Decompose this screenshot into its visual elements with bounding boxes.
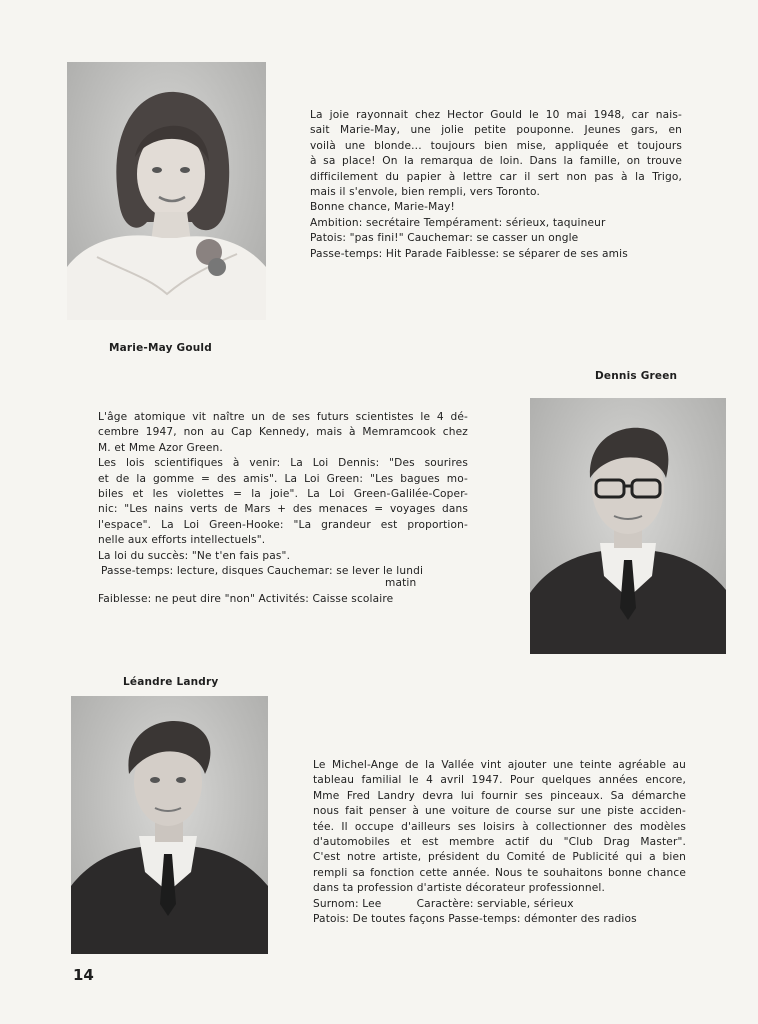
bio-line: Surnom: Lee Caractère: serviable, sérieux [313, 897, 574, 910]
bio-line: Patois: De toutes façons Passe-temps: démonter des radios [313, 913, 637, 926]
caption-marie-may-gould: Marie-May Gould [109, 342, 212, 354]
bio-line: tée. Il occupe d'ailleurs ses loisirs à collectionner des modèles [313, 820, 686, 833]
bio-line: Le Michel-Ange de la Vallée vint ajouter une teinte agréable au [313, 759, 686, 771]
bio-line: mais il s'envole, bien rempli, vers Toronto. [310, 186, 540, 199]
bio-line: Bonne chance, Marie-May! [310, 201, 455, 214]
portrait-marie-may-gould [67, 62, 266, 320]
bio-line: Passe-temps: lecture, disques Cauchemar: se lever le lundi [101, 565, 424, 578]
bio-line: La loi du succès: "Ne t'en fais pas". [98, 549, 291, 562]
bio-line: cembre 1947, non au Cap Kennedy, mais à Memramcook chez [98, 426, 468, 439]
bio-line: et de la gomme = des amis". La Loi Green: "Les bagues mo- [98, 472, 468, 485]
bio-line: M. et Mme Azor Green. [98, 441, 223, 454]
bio-line: matin [385, 577, 417, 590]
bio-line: difficilement du papier à lettre car il sert non pas à la Trigo, [310, 170, 682, 183]
bio-line: dans ta profession d'artiste décorateur professionnel. [313, 882, 605, 895]
bio-line: sait Marie-May, une jolie petite pouponne. Jeunes gars, en [310, 124, 682, 137]
bio-line: La joie rayonnait chez Hector Gould le 10 mai 1948, car nais- [310, 109, 682, 121]
bio-line: Les lois scientifiques à venir: La Loi Dennis: "Des sourires [98, 457, 468, 470]
bio-line: voilà une blonde... toujours bien mise, appliquée et toujours [310, 139, 682, 152]
bio-line: à sa place! On la remarqua de loin. Dans la famille, on trouve [310, 155, 682, 168]
caption-leandre-landry: Léandre Landry [123, 676, 219, 688]
page-number: 14 [73, 966, 94, 984]
caption-dennis-green: Dennis Green [595, 370, 678, 382]
bio-line: Mme Fred Landry devra lui fournir ses pinceaux. Sa démarche [313, 789, 686, 802]
bio-line: tableau familial le 4 avril 1947. Pour quelques années encore, [313, 774, 686, 787]
bio-line: rempli sa fonction cette année. Nous te souhaitons bonne chance [313, 866, 686, 879]
bio-line: nous fait penser à une voiture de course sur une piste acciden- [313, 805, 686, 818]
bio-line: Patois: "pas fini!" Cauchemar: se casser un ongle [310, 232, 579, 245]
bio-line: nelle aux efforts intellectuels". [98, 534, 266, 547]
bio-line: d'automobiles et est membre actif du "Club Drag Master". [313, 836, 686, 849]
bio-line: Passe-temps: Hit Parade Faiblesse: se séparer de ses amis [310, 247, 628, 260]
bio-line: L'âge atomique vit naître un de ses futurs scientistes le 4 dé- [98, 411, 468, 423]
portrait-leandre-landry [71, 696, 268, 954]
bio-line: Faiblesse: ne peut dire "non" Activités: Caisse scolaire [98, 592, 394, 605]
bio-line: Ambition: secrétaire Tempérament: sérieux, taquineur [310, 216, 606, 229]
bio-line: l'espace". La Loi Green-Hooke: "La grandeur est proportion- [98, 518, 468, 531]
bio-line: nic: "Les nains verts de Mars + des menaces = voyages dans [98, 503, 468, 516]
bio-dennis-green [98, 410, 468, 607]
bio-line: biles et les violettes = la joie". La Loi Green-Galilée-Coper- [98, 488, 468, 501]
bio-line: C'est notre artiste, président du Comité de Publicité qui a bien [313, 851, 686, 864]
bio-leandre-landry [313, 758, 686, 927]
portrait-dennis-green [530, 398, 726, 654]
bio-marie-may-gould [310, 108, 682, 262]
